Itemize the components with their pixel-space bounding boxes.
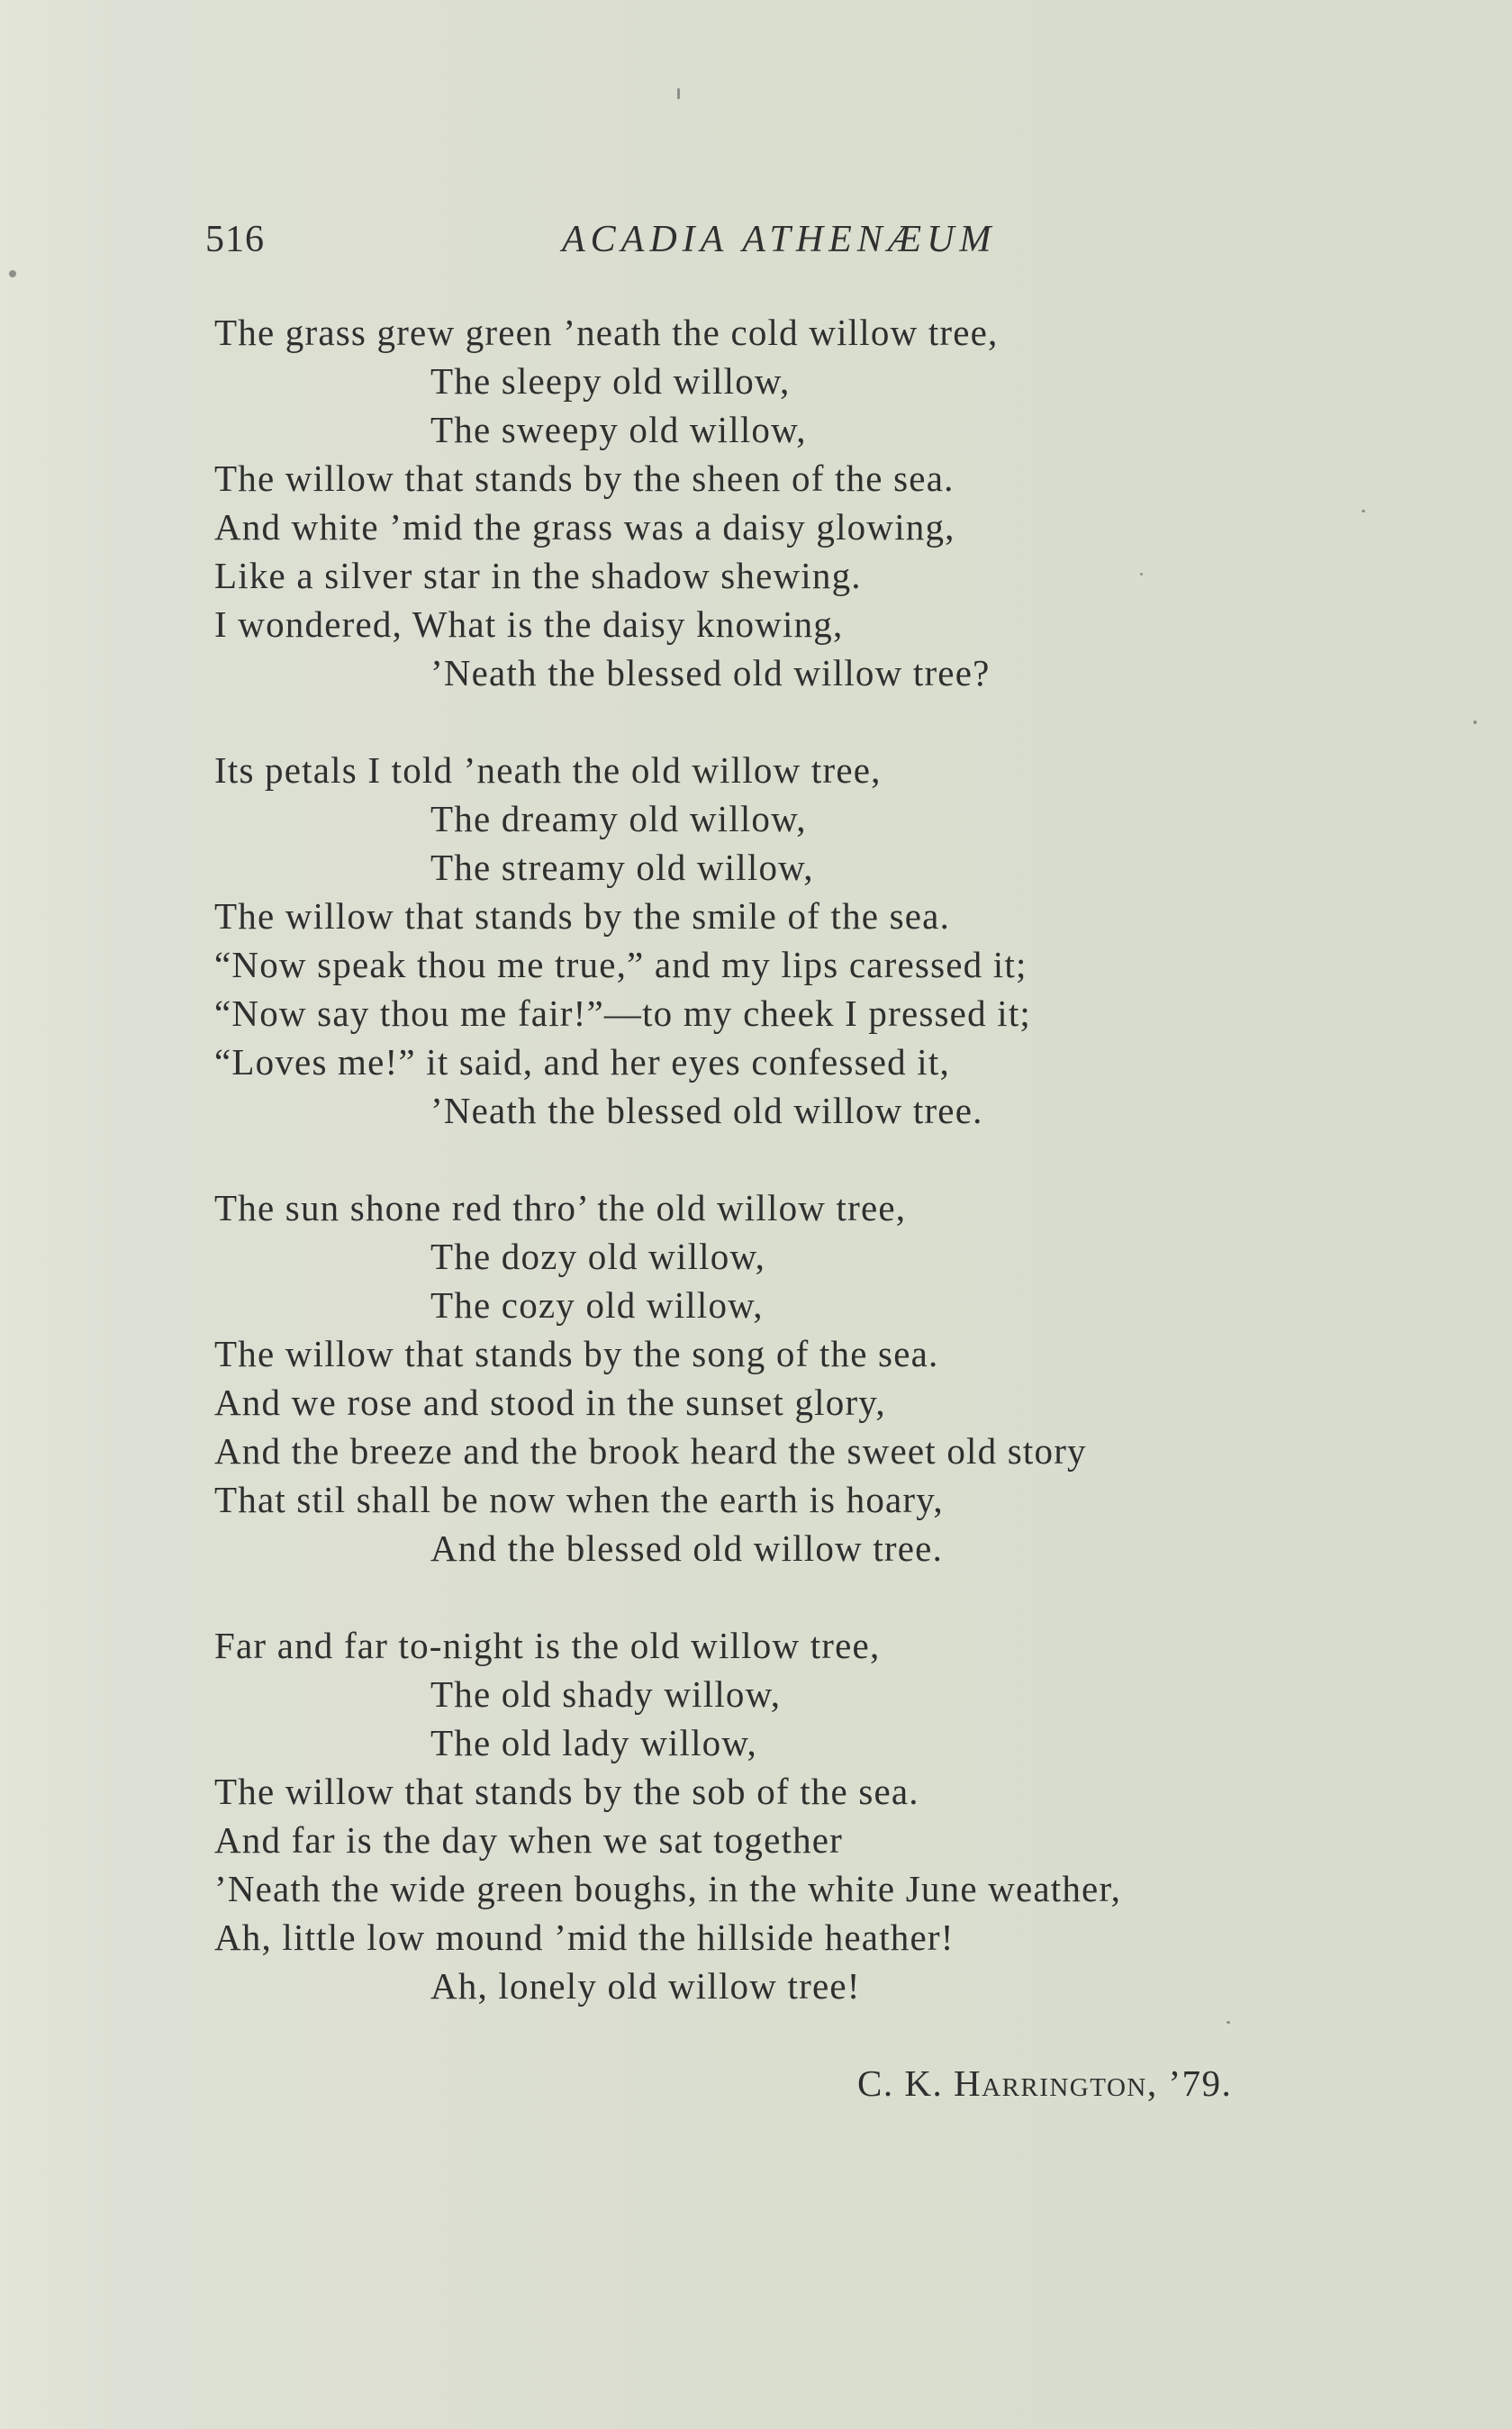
- poem-line: The sun shone red thro’ the old willow tree,: [214, 1187, 907, 1228]
- poem-line: The grass grew green ’neath the cold willow tree,: [214, 312, 999, 353]
- paper-speck: [1473, 721, 1477, 724]
- poem-line: The willow that stands by the song of the sea.: [214, 1333, 939, 1374]
- poem: [214, 308, 1475, 2059]
- stanza-4: [214, 1621, 1475, 2010]
- poem-line: And white ’mid the grass was a daisy glowing,: [214, 506, 955, 548]
- poem-line: And the breeze and the brook heard the sweet old story: [214, 1430, 1087, 1472]
- poem-line: The cozy old willow,: [430, 1284, 764, 1326]
- poem-line: That stil shall be now when the earth is hoary,: [214, 1479, 944, 1520]
- paper-speck: [1227, 2021, 1230, 2024]
- author-surname: Harrington: [953, 2062, 1147, 2104]
- poem-line: The dozy old willow,: [430, 1236, 766, 1277]
- running-header: [205, 213, 1106, 267]
- poem-line: The willow that stands by the smile of the sea.: [214, 895, 951, 937]
- paper-speck: [1362, 510, 1365, 512]
- author-initials: C. K.: [857, 2062, 954, 2104]
- poem-line: Its petals I told ’neath the old willow tree,: [214, 749, 882, 791]
- poem-line: The willow that stands by the sob of the sea.: [214, 1771, 919, 1812]
- poem-line: The old lady willow,: [430, 1722, 757, 1763]
- page-number: 516: [205, 219, 265, 260]
- poem-line: ’Neath the wide green boughs, in the white June weather,: [214, 1868, 1122, 1909]
- stanza-2: [214, 746, 1475, 1135]
- author-class-year: , ’79.: [1146, 2062, 1233, 2104]
- poem-line: And the blessed old willow tree.: [430, 1527, 944, 1569]
- poem-line: The streamy old willow,: [430, 847, 814, 888]
- poem-line: And we rose and stood in the sunset glory,: [214, 1382, 886, 1423]
- poem-line: Ah, little low mound ’mid the hillside heather!: [214, 1917, 955, 1958]
- poem-line: The sleepy old willow,: [430, 360, 791, 402]
- poem-line: Far and far to-night is the old willow tree,: [214, 1625, 881, 1666]
- stanza-1: [214, 308, 1475, 697]
- poem-line: “Loves me!” it said, and her eyes confessed it,: [214, 1041, 950, 1083]
- poem-line: “Now say thou me fair!”—to my cheek I pressed it;: [214, 992, 1032, 1034]
- running-title: ACADIA ATHENÆUM: [562, 219, 997, 260]
- paper-speck: [1140, 573, 1143, 576]
- stanza-3: [214, 1183, 1475, 1573]
- poem-line: Ah, lonely old willow tree!: [430, 1965, 861, 2007]
- poem-line: The sweepy old willow,: [430, 409, 807, 450]
- poem-line: I wondered, What is the daisy knowing,: [214, 603, 844, 645]
- paper-speck: [677, 88, 680, 99]
- paper-speck: [9, 270, 16, 277]
- poem-line: “Now speak thou me true,” and my lips caressed it;: [214, 944, 1028, 985]
- poem-line: And far is the day when we sat together: [214, 1819, 844, 1861]
- poem-line: ’Neath the blessed old willow tree.: [430, 1090, 983, 1131]
- poem-line: Like a silver star in the shadow shewing.: [214, 555, 862, 596]
- poem-line: The old shady willow,: [430, 1673, 782, 1715]
- poem-line: The willow that stands by the sheen of the sea.: [214, 458, 955, 499]
- poem-line: The dreamy old willow,: [430, 798, 807, 839]
- poem-line: ’Neath the blessed old willow tree?: [430, 652, 991, 693]
- author-signature: [857, 2059, 1232, 2107]
